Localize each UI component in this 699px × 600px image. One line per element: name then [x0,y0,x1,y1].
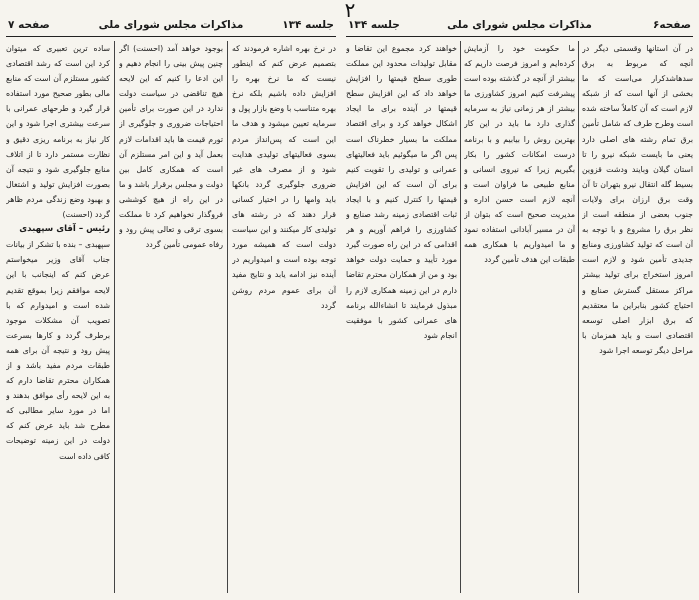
left-session-label: جلسه ۱۳۴ [282,19,334,31]
left-column-2-text: بوجود خواهد آمد (احسنت) اگر چنین پیش بینی را انجام دهیم و این ادعا را کنیم که این لایحه هیچ تناقضی در سیاست دولت ندارد در این صورت برای تأمین احتیاجات ضروری و جلوگیری از تورم قیمت ها باید اقدامات لازم بعمل آید و این امر مستلزم آن است که همکاری کامل بین دولت و مجلس برقرار باشد و ما در این راه از هیچ کوششی فروگذار نخواهیم کرد تا مملکت بسوی ترقی و تعالی پیش رود و رفاه عمومی تأمین گردد [119,44,223,250]
left-page-number: صفحه ۷ [8,19,50,31]
left-page-header [6,14,336,37]
right-column-1-text: در آن استانها وقسمتی دیگر در آنچه که مربوط به برق سدهاشدکرار می‌است که ما بخشی از آنها است که از شبکه لازم است که آن کاملاً ساخته شده است وطرح طرف که شامل تأمین برق تمام رشته های اصلی دارد یعنی ما بایست شبکه نیرو را تا استان گیلان وبایند ودشت قزوین بسیط گله انتقال نیرو بتهران تا آن وقت برق ارزان برای ولایات جنوب بعضی از منطقه است از نظر برق را مشروع و با توجه به آن است که تولید کشاورزی ومنابع جدیدی تأمین شود و لازم است امروز استخراج برای تولید بیشتر مراکز مستقل گسترش صنایع و احتیاج کشور بنابراین ما معتقدیم که برق ابزار اصلی توسعه اقتصادی است و باید همزمان با مراحل دیگر توسعه اجرا شود [582,44,693,355]
right-page-columns [346,41,693,593]
section-body: سپهبدی – بنده با تشکر از بیانات جناب آقای وزیر میخواستم عرض کنم که اینجانب با این لایحه موافقم زیرا بموقع تقدیم شده است و امیدوارم که با تصویب آن مشکلات موجود برطرف گردد و کارها بسرعت پیش رود و نتیجه آن برای همه طبقات مردم مفید باشد و از همکاران محترم تقاضا دارم که به این لایحه رأی موافق بدهند و اما در مورد سایر مطالبی که مطرح شد باید عرض کنم که دولت در این زمینه توضیحات کافی داده است [6,240,110,461]
left-column-1 [232,41,336,593]
column-divider [227,41,228,593]
right-column-3-text: خواهند کرد مجموع این تقاضا و مقابل تولیدات محدود این مملکت طوری سطح قیمتها را افزایش خواهد داد که این افزایش سطح قیمتها در آینده برای ما ایجاد اشکال خواهد کرد و برای اقتصاد مملکت ما بسیار خطرناک است پس اگر ما میگوئیم باید فعالیتهای عمرانی و تولیدی را تقویت کنیم برای آن است که این افزایش قیمتها را کنترل کنیم و با ایجاد ثبات اقتصادی زمینه رشد صنایع و کشاورزی را فراهم آوریم و هر اقدامی که در این راه صورت گیرد مورد تأیید و حمایت دولت خواهد بود و من از همکاران محترم تقاضا دارم در این زمینه همکاری لازم را مبذول فرمایند تا انشاءالله برنامه های عمرانی کشور با موفقیت انجام شود [346,44,457,340]
left-column-3 [6,41,110,593]
right-page [346,14,693,594]
left-page-columns [6,41,336,593]
right-column-3 [346,41,457,593]
left-column-3-text: ساده ترین تعبیری که میتوان کرد این است که رشد اقتصادی کشور مستلزم آن است که منابع مالی بطور صحیح مورد استفاده قرار گیرد و طرحهای عمرانی با سرعت بیشتری اجرا شود و این کار نیاز به برنامه ریزی دقیق و نظارت مستمر دارد تا از اتلاف منابع جلوگیری شود و نتیجه آن بصورت افزایش تولید و اشتغال و بهبود وضع زندگی مردم ظاهر گردد (احسنت) [6,44,110,220]
right-column-2-text: ما حکومت خود را آزمایش کرده‌ایم و امروز فرصت داریم که بیشتر از آنچه در گذشته بوده است پیشرفت کنیم امروز کشاورزی ما بیشتر از هر زمانی نیاز به سرمایه گذاری دارد ما باید در این کار بهترین روش را بیابیم و با برنامه درست امکانات کشور را بکار بگیریم زیرا که نیروی انسانی و منابع طبیعی ما فراوان است و آنچه لازم است حسن اداره و مدیریت صحیح است که بتوان از آن در مسیر آبادانی استفاده نمود و ما امیدواریم با همکاری همه طبقات این هدف تأمین گردد [464,44,575,265]
spread-mark: ۲ [344,0,356,22]
left-page-title: مذاکرات مجلس شورای ملی [98,19,244,31]
left-column-1-text: در نرخ بهره اشاره فرمودند که بتصمیم عرض کنم که اینطور نیست که ما نرخ بهره را افزایش داده باشیم بلکه نرخ بهره متناسب با وضع بازار پول و سرمایه تعیین میشود و هدف ما این است که پس‌انداز مردم بسوی فعالیتهای تولیدی هدایت شود و از مصرف های غیر ضروری جلوگیری گردد بانکها باید وامها را در اختیار کسانی قرار دهند که در رشته های تولیدی کار میکنند و این سیاست دولت است که همیشه مورد توجه بوده است و امیدواریم در آینده نیز ادامه یابد و نتایج مفید آن برای عموم مردم روشن گردد [232,44,336,310]
section-heading: رئیس – آقای سپهبدی [19,224,110,235]
right-column-1 [582,41,693,593]
right-page-title: مذاکرات مجلس شورای ملی [447,19,592,31]
right-column-2 [464,41,575,593]
left-column-2 [119,41,223,593]
right-page-number: صفحه۶ [652,19,691,31]
column-divider [460,41,461,593]
column-divider [114,41,115,593]
right-page-header [346,14,693,37]
right-session-label: جلسه ۱۳۴ [348,19,400,31]
column-divider [578,41,579,593]
left-page [6,14,336,594]
